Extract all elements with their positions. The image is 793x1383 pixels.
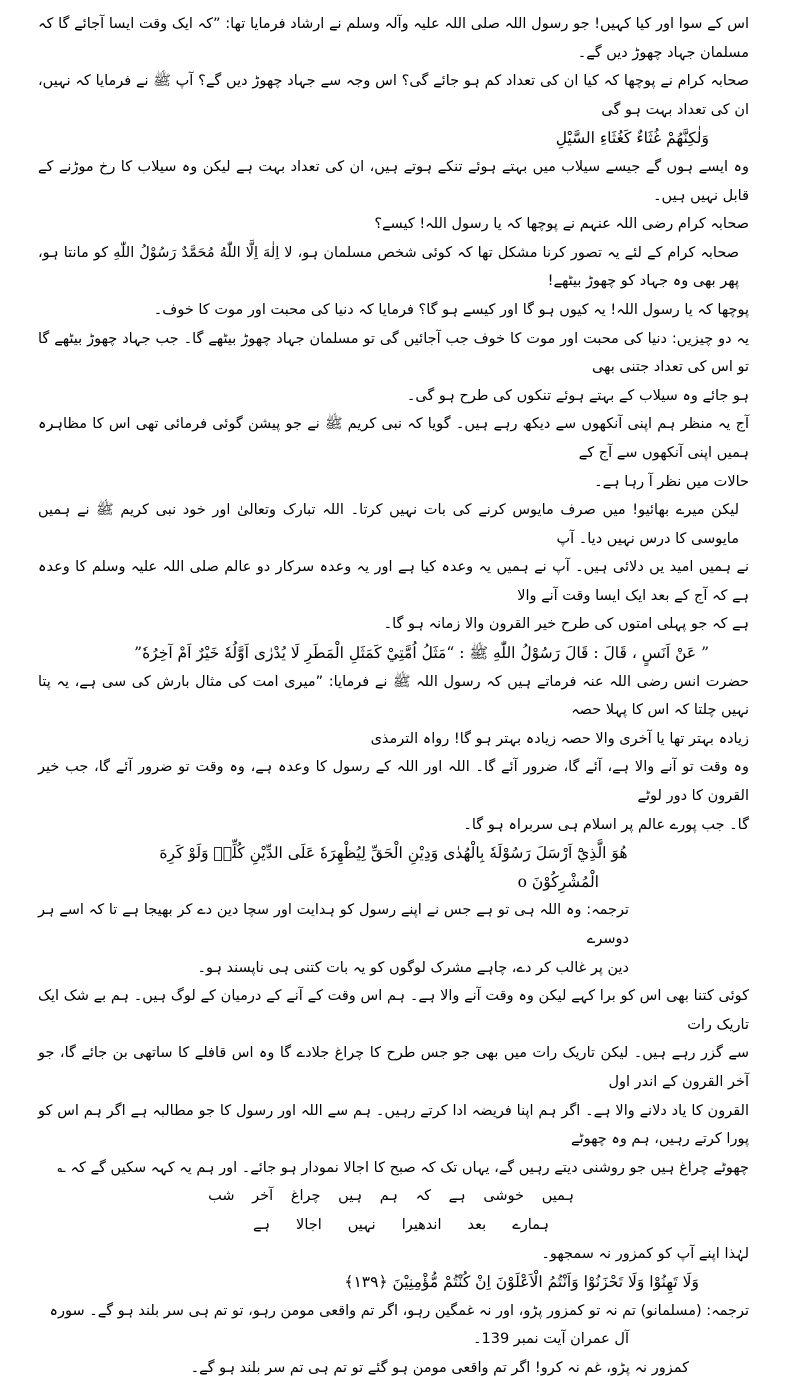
text-line: کوئی کتنا بھی اس کو برا کہے لیکن وہ وقت آنے والا ہے۔ ہم اس وقت کے آنے کے درمیان کے لوگ ہیں۔ ہم بے شک ایک تاریک رات [38, 988, 749, 1033]
text-line: ہے کہ جو پہلی امتوں کی طرح خیر القرون والا زمانہ ہو گا۔ [383, 616, 749, 633]
text-line: وہ ایسے ہوں گے جیسے سیلاب میں بہتے ہوئے تنکے ہوتے ہیں، ان کی تعداد بہت ہے لیکن وہ سیلاب کا رخ موڑنے کے قابل نہیں ہیں۔ [38, 158, 749, 204]
verse-word: اندھیرا [401, 1216, 442, 1233]
verse-line-1 [38, 1182, 749, 1211]
text-line: القرون کا یاد دلانے والا ہے۔ اگر ہم اپنا فریضہ ادا کرتے رہیں۔ ہم سے اللہ اور رسول کا جو مطالبہ ہے اگر ہم اس کو پورا کرتے رہیں، ہم وہ چھوٹے [38, 1102, 749, 1148]
verse-word: بعد [467, 1216, 487, 1233]
text-line: لیکن میرے بھائیو! میں صرف مایوس کرنے کی بات نہیں کرتا۔ اللہ تبارک وتعالیٰ اور خود نبی کریم ﷺ نے ہمیں مایوسی کا درس نہیں دیا۔ آپ [38, 502, 739, 547]
text-line: صحابہ کرام نے پوچھا کہ کیا ان کی تعداد کم ہو جائے گی؟ اس وجہ سے جہاد چھوڑ دیں گے؟ آپ ﷺ نے فرمایا کہ نہیں، ان کی تعداد بہت ہو گی [38, 73, 749, 118]
translation-line: ترجمہ: (مسلمانو) تم نہ تو کمزور پڑو، اور نہ غمگین رہو، اگر تم واقعی مومن رہو، تو تم ہی سر بلند ہو گے۔ سورہ [49, 1302, 749, 1319]
text-line: ہو جائے وہ سیلاب کے بہتے ہوئے تنکوں کی طرح ہو گی۔ [406, 387, 749, 404]
verse-word: ہے [448, 1188, 466, 1205]
verse-word: شب [208, 1188, 235, 1205]
verse-word: ہم [379, 1188, 398, 1205]
verse-word: آخر [252, 1188, 274, 1205]
verse-word: چراغ [290, 1188, 321, 1205]
text-line: چھوٹے چراغ ہیں جو روشنی دیتے رہیں گے، یہاں تک کہ صبح کا اجالا نمودار ہو جائے۔ اور ہم یہ کہہ سکیں گے کہ ؎ [57, 1159, 749, 1176]
text-line: پوچھا کہ یا رسول اللہ! یہ کیوں ہو گا اور کیسے ہو گا؟ فرمایا کہ دنیا کی محبت اور موت کا خوف۔ [153, 301, 749, 318]
text-line: حضرت انس رضی اللہ عنہ فرماتے ہیں کہ رسول اللہ ﷺ نے فرمایا: ”میری امت کی مثال بارش کی سی ہے، یہ پتا نہیں چلتا کہ اس کا پہلا حصہ [38, 673, 749, 719]
surah-reference: آل عمران آیت نمبر 139۔ [473, 1331, 629, 1348]
verse-line-2 [38, 1211, 749, 1240]
verse-word: ہمیں [541, 1188, 574, 1205]
verse-word: کہ [415, 1188, 431, 1205]
text-line: اس کے سوا اور کیا کہیں! جو رسول اللہ صلی اللہ علیہ وآلہ وسلم نے ارشاد فرمایا تھا: ”کہ ایک وقت ایسا آجائے گا کہ مسلمان جہاد چھوڑ دیں گے۔ [38, 16, 749, 61]
quran-arabic-line: هُوَ الَّذِيْٓ اَرْسَلَ رَسُوْلَهٗ بِالْهُدٰى وَدِيْنِ الْحَقِّ لِيُظْهِرَهٗ عَلَى الدِّيْنِ كُلِّهٖ وَلَوْ كَرِهَ [159, 844, 628, 863]
text-line: زیادہ بہتر تھا یا آخری والا حصہ زیادہ بہتر ہو گا! رواہ الترمذی [370, 730, 749, 747]
text-line: نے ہمیں امید یں دلائی ہیں۔ آپ نے ہمیں یہ وعدہ کیا ہے اور یہ وعدہ سرکار دو عالم صلی اللہ علیہ وسلم کا وعدہ ہے کہ آج کے بعد ایک ایسا وقت آنے والا [38, 559, 749, 604]
text-line: کمزور نہ پڑو، غم نہ کرو! اگر تم واقعی مومن ہو گئے تو تم ہی تم سر بلند ہو گے۔ [190, 1359, 689, 1376]
verse-word: اجالا [296, 1216, 322, 1233]
hadith-arabic-line: ” عَنْ اَنَسٍ ، قَالَ : قَالَ رَسُوْلُ اللّٰهِ ﷺ : “مَثَلُ اُمَّتِيْ كَمَثَلِ الْمَطَرِ لَا يُدْرٰى اَوَّلُهٗ خَيْرٌ اَمْ آخِرُهٗ” [134, 644, 709, 663]
text-line: یہ دو چیزیں: دنیا کی محبت اور موت کا خوف جب آجائیں گی تو مسلمان جہاد چھوڑ بیٹھے گا۔ جب جہاد چھوڑ بیٹھے گا تو اس کی تعداد جتنی بھی [38, 330, 749, 376]
quran-arabic-line: الْمُشْرِكُوْنَ o [517, 872, 599, 891]
verse-word: ہمارے [512, 1216, 549, 1233]
text-line: صحابہ کرام کے لئے یہ تصور کرنا مشکل تھا کہ کوئی شخص مسلمان ہو، لا اِلٰهَ اِلَّا اللّٰهُ مُحَمَّدٌ رَسُوْلُ اللّٰهِ کو مانتا ہو، پھر بھی وہ جہاد کو چھوڑ بیٹھے! [38, 244, 739, 290]
text-line: صحابہ کرام رضی اللہ عنہم نے پوچھا کہ یا رسول اللہ! کیسے؟ [374, 216, 749, 233]
hadith-arabic-line: وَلٰکِنَّهُمْ غُثَاءٌ كَغُثَاءِ السَّيْلِ [555, 129, 709, 148]
verse-word: ہے [253, 1216, 271, 1233]
quran-arabic-line: وَلَا تَهِنُوْا وَلَا تَحْزَنُوْا وَاَنْتُمُ الْاَعْلَوْنَ اِنْ كُنْتُمْ مُّؤْمِنِيْنَ ﴿۱۳۹﴾ [344, 1273, 699, 1292]
verse-word: خوشی [483, 1188, 525, 1205]
text-line: وہ وقت تو آنے والا ہے، آئے گا، ضرور آئے گا۔ اللہ اور اللہ کے رسول کا وعدہ ہے، وہ وقت تو ضرور آئے گا، جب خیر القرون کا دور لوٹے [38, 759, 749, 805]
translation-line: ترجمہ: وہ اللہ ہی تو ہے جس نے اپنے رسول کو ہدایت اور سچا دین دے کر بھیجا ہے تا کہ اسے ہر دوسرے [38, 902, 629, 947]
text-line: سے گزر رہے ہیں۔ لیکن تاریک رات میں بھی جو جس طرح کا چراغ جلادے گا وہ اس قافلے کا ساتھی بن جائے گا، جو آخر القرون کے اندر اول [38, 1045, 749, 1090]
text-line: حالات میں نظر آ رہا ہے۔ [594, 473, 749, 490]
verse-word: ہیں [338, 1188, 363, 1205]
translation-line: دین پر غالب کر دے، چاہے مشرک لوگوں کو یہ بات کتنی ہی ناپسند ہو۔ [197, 959, 629, 976]
text-line: آج یہ منظر ہم اپنی آنکھوں سے دیکھ رہے ہیں۔ گویا کہ نبی کریم ﷺ نے جو پیشن گوئی فرمائی تھی اس کا مظاہرہ ہمیں اپنی آنکھوں سے آج کے [38, 416, 749, 461]
text-line: گا۔ جب پورے عالم پر اسلام ہی سربراہ ہو گا۔ [463, 816, 749, 833]
verse-word: نہیں [347, 1216, 376, 1233]
text-line: لہٰذا اپنے آپ کو کمزور نہ سمجھو۔ [541, 1245, 749, 1262]
